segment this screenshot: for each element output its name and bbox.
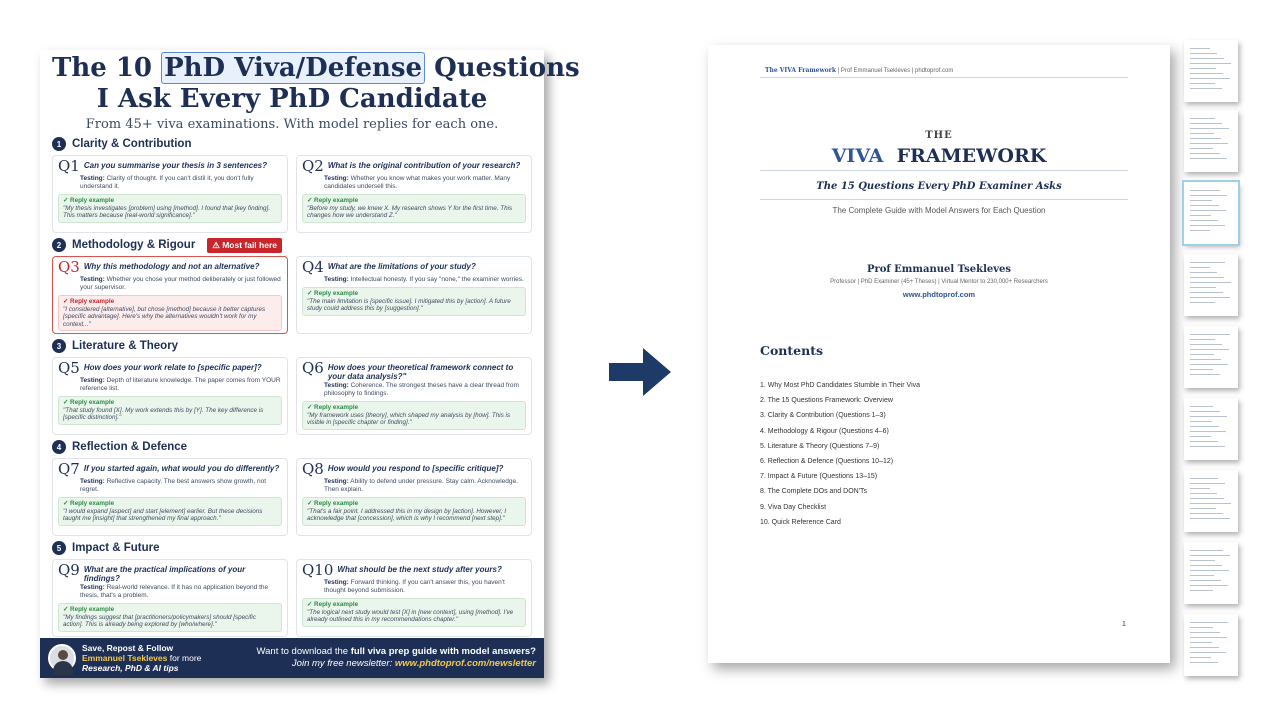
reply-text: "Before my study, we knew X. My research shows Y for the first time. This changes how we understand Z." <box>307 204 513 219</box>
reply-label: ✓ Reply example <box>307 404 359 411</box>
thumbnail-line <box>1190 508 1216 509</box>
title-highlight: PhD Viva/Defense <box>161 52 425 84</box>
thumbnail-line <box>1190 215 1211 216</box>
reply-label: ✓ Reply example <box>63 197 115 204</box>
reply-example <box>302 401 526 430</box>
thumbnail-line <box>1190 153 1220 154</box>
thumbnail-line <box>1190 632 1220 633</box>
author-website[interactable]: www.phdtoprof.com <box>902 290 976 299</box>
document-author: Prof Emmanuel Tsekleves <box>866 264 1012 275</box>
right-arrow-icon <box>609 348 671 396</box>
question-card <box>296 256 532 334</box>
section-header <box>52 438 532 456</box>
question-card <box>296 357 532 435</box>
question-number: Q5 <box>58 359 80 377</box>
thumbnail-line <box>1190 364 1228 365</box>
question-card <box>52 559 288 637</box>
page-thumbnail[interactable] <box>1184 614 1238 676</box>
question-text: Can you summarise your thesis in 3 sentences? <box>83 161 268 170</box>
page-thumbnail[interactable] <box>1184 470 1238 532</box>
thumbnail-line <box>1190 88 1222 89</box>
document-tagline: The 15 Questions Every PhD Examiner Asks <box>816 181 1062 192</box>
question-text: How does your work relate to [specific paper]? <box>83 363 262 372</box>
question-line <box>302 159 526 174</box>
thumbnail-line <box>1190 344 1222 345</box>
page-thumbnail[interactable] <box>1184 398 1238 460</box>
thumbnail-line <box>1190 642 1212 643</box>
question-number: Q8 <box>302 460 324 478</box>
thumbnail-line <box>1190 83 1215 84</box>
question-card <box>52 458 288 536</box>
avatar <box>48 644 76 672</box>
testing-note: Testing: Whether you know what makes your work matter. Many candidates undersell this. <box>324 175 511 190</box>
thumbnail-line <box>1190 339 1215 340</box>
question-line <box>58 462 282 477</box>
reply-example <box>302 598 526 627</box>
thumbnail-line <box>1190 73 1223 74</box>
document-page <box>708 45 1170 663</box>
question-card <box>52 155 288 233</box>
question-number: Q1 <box>58 157 80 175</box>
thumbnail-line <box>1190 78 1230 79</box>
testing-note: Testing: Forward thinking. If you can't answer this, you haven't thought beyond submission. <box>324 579 505 594</box>
thumbnail-line <box>1190 53 1217 54</box>
reply-label: ✓ Reply example <box>307 197 359 204</box>
thumbnail-line <box>1190 128 1229 129</box>
newsletter-link[interactable]: www.phdtoprof.com/newsletter <box>394 658 536 669</box>
section-header <box>52 337 532 355</box>
section-number: 5 <box>52 541 66 555</box>
thumbnail-line <box>1190 478 1218 479</box>
thumbnail-line <box>1190 518 1230 519</box>
reply-text: "I would expand [aspect] and start [element] earlier. But these decisions taught me [insight] that strengthened my final approach." <box>63 507 263 522</box>
question-line <box>58 159 282 174</box>
question-text: What are the limitations of your study? <box>327 262 476 271</box>
thumbnail-line <box>1190 513 1223 514</box>
page-thumbnail[interactable] <box>1184 542 1238 604</box>
thumbnail-line <box>1190 483 1225 484</box>
question-text: What are the practical implications of your findings? <box>83 565 246 583</box>
thumbnail-line <box>1190 590 1213 591</box>
question-line <box>58 361 282 376</box>
poster-footer <box>40 638 544 678</box>
section-title: Impact & Future <box>72 542 160 554</box>
thumbnail-line <box>1190 58 1224 59</box>
testing-note: Testing: Reflective capacity. The best answers show growth, not regret. <box>80 478 267 493</box>
thumbnail-line <box>1190 210 1226 211</box>
question-number: Q7 <box>58 460 80 478</box>
page-thumbnail[interactable] <box>1184 182 1238 244</box>
question-number: Q4 <box>302 258 324 276</box>
testing-note: Testing: Intellectual honesty. If you say "none," the examiner worries. <box>324 276 524 283</box>
section-header <box>52 539 532 557</box>
toc-item[interactable]: 6. Reflection & Defence (Questions 10–12) <box>760 457 894 465</box>
thumbnail-line <box>1190 143 1228 144</box>
thumbnail-line <box>1190 230 1210 231</box>
thumbnail-line <box>1190 158 1227 159</box>
question-text: What is the original contribution of your research? <box>327 161 521 170</box>
thumbnail-line <box>1190 503 1231 504</box>
section-header <box>52 135 532 153</box>
reply-example <box>58 194 282 223</box>
question-number: Q3 <box>58 258 80 276</box>
toc-item[interactable]: 8. The Complete DOs and DON'Ts <box>760 488 868 496</box>
thumbnail-line <box>1190 560 1215 561</box>
thumbnail-line <box>1190 267 1210 268</box>
testing-note: Testing: Real-world relevance. If it has no application beyond the thesis, that's a problem. <box>80 584 269 599</box>
thumbnail-line <box>1190 220 1218 221</box>
thumbnail-line <box>1190 148 1213 149</box>
question-row <box>52 458 532 536</box>
page-thumbnails <box>1184 40 1242 662</box>
thumbnail-line <box>1190 575 1214 576</box>
question-line <box>58 563 282 583</box>
question-text: How does your theoretical framework connect to your data analysis?" <box>327 363 514 381</box>
thumbnail-line <box>1190 138 1221 139</box>
thumbnail-line <box>1190 292 1223 293</box>
question-row <box>52 256 532 334</box>
thumbnail-line <box>1190 585 1228 586</box>
page-thumbnail[interactable] <box>1184 326 1238 388</box>
thumbnail-line <box>1190 580 1221 581</box>
thumbnail-line <box>1190 190 1220 191</box>
thumbnail-line <box>1190 647 1219 648</box>
thumbnail-line <box>1190 493 1217 494</box>
title-rule <box>760 170 1128 171</box>
thumbnail-line <box>1190 205 1219 206</box>
thumbnail-line <box>1190 446 1225 447</box>
thumbnail-line <box>1190 555 1230 556</box>
question-line <box>58 260 282 275</box>
thumbnail-line <box>1190 297 1230 298</box>
header-rule <box>760 77 1128 78</box>
question-row <box>52 559 532 637</box>
thumbnail-line <box>1190 421 1212 422</box>
question-line <box>302 563 526 578</box>
section-number: 1 <box>52 137 66 151</box>
question-number: Q6 <box>302 359 324 377</box>
toc-item[interactable]: 3. Clarity & Contribution (Questions 1–3) <box>760 412 886 420</box>
testing-note: Testing: Whether you chose your method deliberately or just followed your supervisor. <box>80 276 281 291</box>
page-thumbnail[interactable] <box>1184 110 1238 172</box>
thumbnail-line <box>1190 406 1213 407</box>
thumbnail-line <box>1190 622 1228 623</box>
thumbnail-line <box>1190 369 1213 370</box>
reply-text: "My framework uses [theory], which shaped my analysis by [how]. This is visible in [specific chapter or finding]." <box>307 411 511 426</box>
thumbnail-line <box>1190 63 1231 64</box>
question-line <box>302 462 526 477</box>
thumbnail-line <box>1190 565 1222 566</box>
section-title: Reflection & Defence <box>72 441 188 453</box>
testing-note: Testing: Ability to defend under pressure. Stay calm. Acknowledge. Then explain. <box>324 478 518 493</box>
question-row <box>52 155 532 233</box>
thumbnail-line <box>1190 426 1219 427</box>
toc-item[interactable]: 10. Quick Reference Card <box>760 518 841 526</box>
question-number: Q2 <box>302 157 324 175</box>
thumbnail-line <box>1190 657 1211 658</box>
reply-example <box>302 287 526 316</box>
page-thumbnail[interactable] <box>1184 40 1238 102</box>
reply-text: "That's a fair point. I addressed this in my design by [action]. However, I acknowledge that [concession], which is why I recommend [next step]." <box>307 507 507 522</box>
document-header: The VIVA Framework | Prof Emmanuel Tsekleves | phdtoprof.com <box>765 67 954 74</box>
warning-badge: ⚠ Most fail here <box>207 238 282 253</box>
section-number: 3 <box>52 339 66 353</box>
poster-title: The 10 PhD Viva/Defense Questions I Ask Every PhD Candidate <box>52 53 580 114</box>
toc-item[interactable]: 1. Why Most PhD Candidates Stumble in Their Viva <box>760 382 921 389</box>
reply-label: ✓ Reply example <box>307 290 359 297</box>
thumbnail-line <box>1190 550 1223 551</box>
document-title: VIVA FRAMEWORK <box>831 145 1047 167</box>
question-sections <box>52 135 532 637</box>
reply-example <box>302 497 526 526</box>
author-meta: Professor | PhD Examiner (45+ Theses) | Virtual Mentor to 230,000+ Researchers <box>830 279 1048 285</box>
question-card <box>52 357 288 435</box>
document-guide-text: The Complete Guide with Model Answers for Each Question <box>832 206 1046 215</box>
thumbnail-line <box>1190 48 1210 49</box>
reply-text: "The main limitation is [specific issue]. I mitigated this by [action]. A future study could address this by [suggestion]." <box>307 297 511 312</box>
reply-label: ✓ Reply example <box>63 399 115 406</box>
toc-item[interactable]: 7. Impact & Future (Questions 13–15) <box>760 473 878 481</box>
thumbnail-line <box>1190 334 1230 335</box>
thumbnail-line <box>1190 282 1231 283</box>
question-text: How would you respond to [specific critique]? <box>327 464 504 473</box>
thumbnail-line <box>1190 302 1215 303</box>
reply-example <box>58 396 282 425</box>
thumbnail-line <box>1190 200 1212 201</box>
testing-note: Testing: Coherence. The strongest theses have a clear thread from philosophy to findings. <box>324 382 519 397</box>
reply-example <box>58 497 282 526</box>
contents-heading: Contents <box>760 343 824 358</box>
reply-text: "That study found [X]. My work extends this by [Y]. The key difference is [specific distinction]." <box>63 406 264 421</box>
reply-text: "The logical next study would test [X] in [new context], using [method]. I've already outlined this in my recommendations chapter." <box>307 608 514 623</box>
reply-label: ✓ Reply example <box>63 298 115 305</box>
thumbnail-line <box>1190 431 1226 432</box>
question-row <box>52 357 532 435</box>
thumbnail-line <box>1190 359 1221 360</box>
testing-note: Testing: Clarity of thought. If you can't distil it, you don't fully understand it. <box>80 175 254 190</box>
thumbnail-line <box>1190 354 1214 355</box>
thumbnail-line <box>1190 133 1214 134</box>
section-title: Methodology & Rigour <box>72 239 196 251</box>
question-text: What should be the next study after yours? <box>337 565 502 574</box>
toc-item[interactable]: 5. Literature & Theory (Questions 7–9) <box>760 442 880 450</box>
thumbnail-line <box>1190 195 1227 196</box>
question-card <box>52 256 288 334</box>
thumbnail-line <box>1190 411 1220 412</box>
thumbnail-line <box>1190 662 1218 663</box>
thumbnail-line <box>1190 416 1227 417</box>
reply-example <box>58 603 282 632</box>
question-card <box>296 458 532 536</box>
follow-text: Save, Repost & Follow Emmanuel Tsekleves for more Research, PhD & AI tips <box>82 643 202 673</box>
page-number: 1 <box>1122 621 1126 628</box>
question-text: If you started again, what would you do differently? <box>83 464 280 473</box>
thumbnail-line <box>1190 225 1225 226</box>
thumbnail-line <box>1190 436 1211 437</box>
thumbnail-line <box>1190 118 1215 119</box>
section-title: Literature & Theory <box>72 340 179 352</box>
reply-label: ✓ Reply example <box>63 606 115 613</box>
question-line <box>302 361 526 381</box>
toc-item[interactable]: 4. Methodology & Rigour (Questions 4–6) <box>760 427 889 435</box>
thumbnail-line <box>1190 277 1224 278</box>
toc-item[interactable]: 9. Viva Day Checklist <box>760 503 827 511</box>
infographic-poster <box>40 50 580 678</box>
reply-example <box>302 194 526 223</box>
poster-subtitle: From 45+ viva examinations. With model replies for each one. <box>85 117 499 132</box>
thumbnail-line <box>1190 349 1229 350</box>
tagline-rule <box>760 199 1128 200</box>
question-number: Q9 <box>58 561 80 579</box>
title-the: THE <box>925 130 953 141</box>
thumbnail-line <box>1190 287 1216 288</box>
thumbnail-line <box>1190 627 1213 628</box>
question-line <box>302 260 526 275</box>
thumbnail-line <box>1190 262 1225 263</box>
question-text: Why this methodology and not an alternative? <box>83 262 260 271</box>
thumbnail-line <box>1190 272 1217 273</box>
thumbnail-line <box>1190 637 1227 638</box>
newsletter-text: Want to download the full viva prep guide with model answers? Join my free newsletter: www.phdtoprof.com/newsletter <box>256 646 536 669</box>
reply-label: ✓ Reply example <box>307 601 359 608</box>
reply-text: "I considered [alternative], but chose [method] because it better captures [specific advantage]. Here's why the alternatives wouldn't work for my context..." <box>63 305 266 328</box>
testing-note: Testing: Depth of literature knowledge. The paper comes from YOUR reference list. <box>80 377 281 392</box>
reply-text: "My findings suggest that [practitioners/policymakers] should [specific action]. This is already being explored by [who/where]." <box>63 613 256 628</box>
thumbnail-line <box>1190 374 1220 375</box>
question-card <box>296 155 532 233</box>
reply-example <box>58 295 282 331</box>
table-of-contents <box>760 382 920 534</box>
section-number: 2 <box>52 238 66 252</box>
question-card <box>296 559 532 637</box>
reply-text: "My thesis investigates [problem] using [method]. I found that [key finding]. This matters because [real-world significance]." <box>63 204 270 219</box>
question-number: Q10 <box>302 561 334 579</box>
section-number: 4 <box>52 440 66 454</box>
section-header <box>52 236 532 254</box>
section-title: Clarity & Contribution <box>72 138 192 150</box>
thumbnail-line <box>1190 570 1229 571</box>
thumbnail-line <box>1190 488 1210 489</box>
thumbnail-line <box>1190 652 1226 653</box>
thumbnail-line <box>1190 68 1216 69</box>
thumbnail-line <box>1190 123 1222 124</box>
reply-label: ✓ Reply example <box>63 500 115 507</box>
thumbnail-line <box>1190 441 1218 442</box>
page-thumbnail[interactable] <box>1184 254 1238 316</box>
reply-label: ✓ Reply example <box>307 500 359 507</box>
toc-item[interactable]: 2. The 15 Questions Framework: Overview <box>760 397 893 405</box>
thumbnail-line <box>1190 498 1224 499</box>
